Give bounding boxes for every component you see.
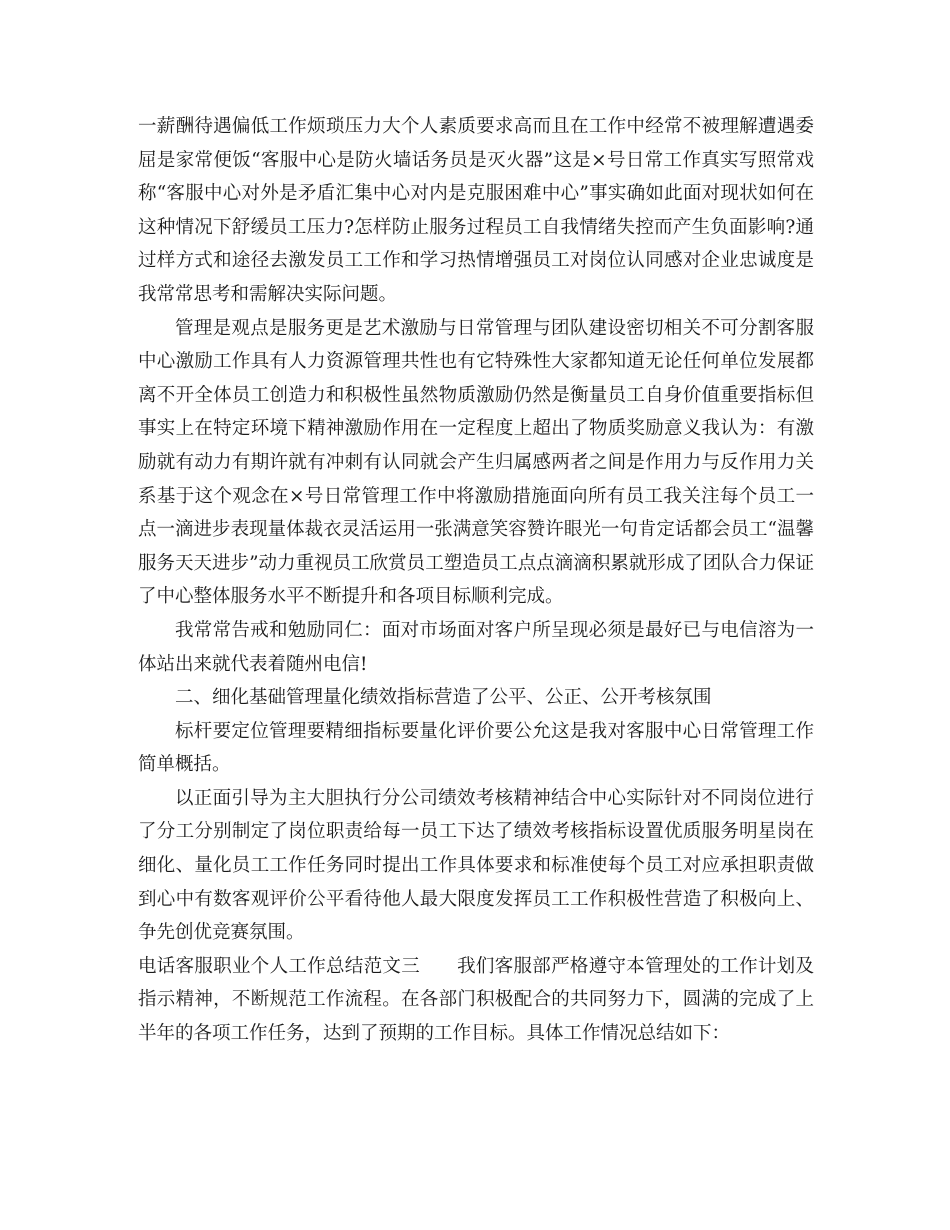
section-heading-2: 二、细化基础管理量化绩效指标营造了公平、公正、公开考核氛围 [175,687,712,709]
body-paragraph-5: 标杆要定位管理要精细指标要量化评价要公允这是我对客服中心日常管理工作简单概括。 [138,720,814,776]
body-paragraph-2: 管理是观点是服务更是艺术激励与日常管理与团队建设密切相关不可分割客服中心激励工作具有人力资源管理共性也有它特殊性大家都知道无论任何单位发展都离不开全体员工创造力和积极性虽然物质激励仍然是衡量员工自身价值重要指标但事实上在特定环境下精神激励作用在一定程度上超出了物质奖励意义我认为：有激励就有动力有期许就有冲刺有认同就会产生归属感两者之间是作用力与反作用力关系基于这个观念在×号日常管理工作中将激励措施面向所有员工我关注每个员工一点一滴进步表现量体裁衣灵活运用一张满意笑容赞许眼光一句肯定话都会员工“温馨服务天天进步”动力重视员工欣赏员工塑造员工点点滴滴积累就形成了团队合力保证了中心整体服务水平不断提升和各项目标顺利完成。 [138,317,814,608]
article-intro: 我们客服部严格遵守本管理处的工作计划及指示精神，不断规范工作流程。在各部门积极配合的共同努力下，圆满的完成了上半年的各项工作任务，达到了预期的工作目标。具体工作情况总结如下： [138,955,814,1045]
body-paragraph-1: 一薪酬待遇偏低工作烦琐压力大个人素质要求高而且在工作中经常不被理解遭遇委屈是家常便饭“客服中心是防火墙话务员是灭火器”这是×号日常工作真实写照常戏称“客服中心对外是矛盾汇集中心对内是克服困难中心”事实确如此面对现状如何在这种情况下舒缓员工压力?怎样防止服务过程员工自我情绪失控而产生负面影响?通过样方式和途径去激发员工工作和学习热情增强员工对岗位认同感对企业忠诚度是我常常思考和需解决实际问题。 [138,116,814,305]
body-paragraph-3: 我常常告戒和勉励同仁：面对市场面对客户所呈现必须是最好已与电信溶为一体站出来就代表着随州电信! [138,619,814,675]
article-title: 电话客服职业个人工作总结范文三 [138,955,420,977]
title-gap [420,956,457,977]
body-paragraph-7 [138,950,814,1051]
body-paragraph-6: 以正面引导为主大胆执行分公司绩效考核精神结合中心实际针对不同岗位进行了分工分别制定了岗位职责给每一员工下达了绩效考核指标设置优质服务明星岗在细化、量化员工工作任务同时提出工作具体要求和标准使每个员工对应承担职责做到心中有数客观评价公平看待他人最大限度发挥员工工作积极性营造了积极向上、争先创优竞赛氛围。 [138,787,814,944]
document-page [138,110,814,1051]
